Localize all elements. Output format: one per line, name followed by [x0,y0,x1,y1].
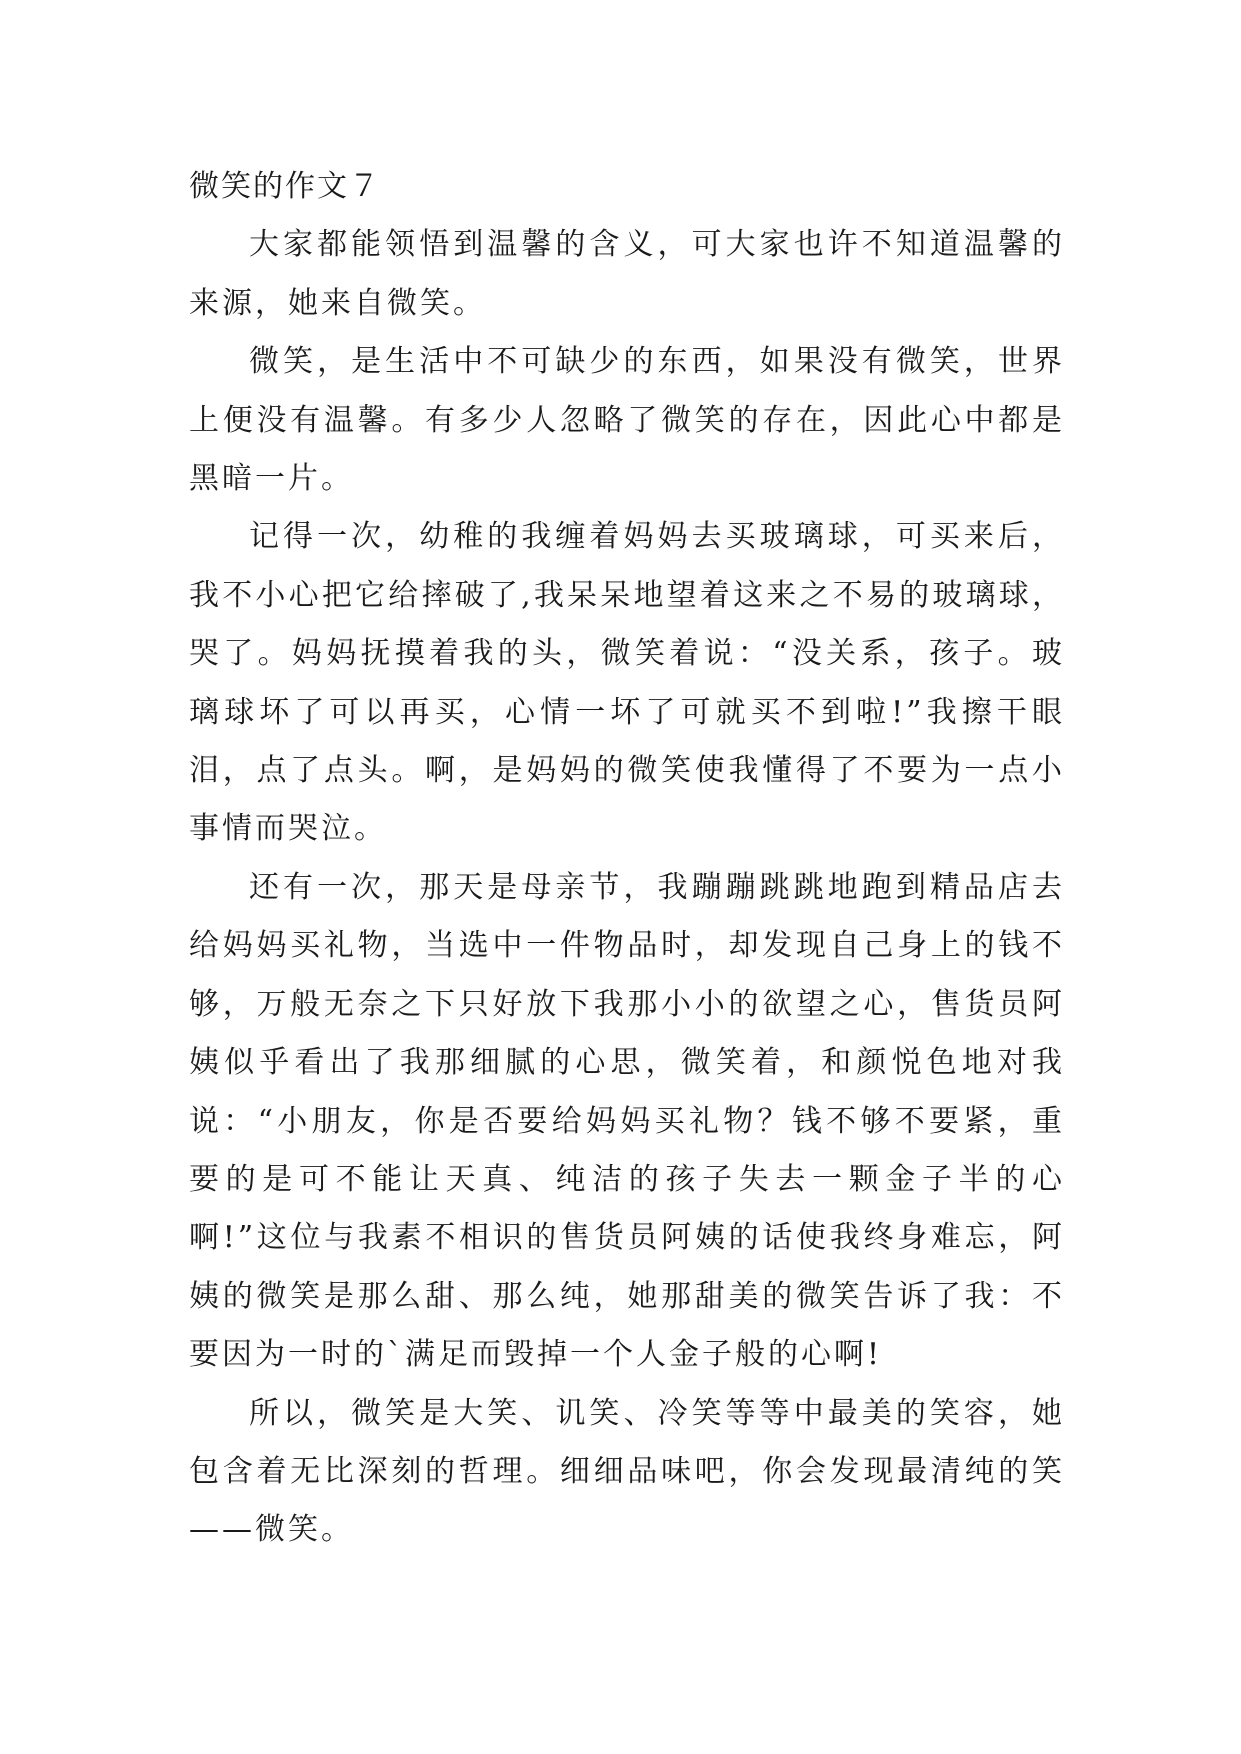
document-title: 微笑的作文７ [189,169,381,204]
paragraph-5: 所以，微笑是大笑、讥笑、冷笑等等中最美的笑容，她包含着无比深刻的哲理。细细品味吧，你会发现最清纯的笑——微笑。 [189,1395,1065,1548]
paragraph-2: 微笑，是生活中不可缺少的东西，如果没有微笑，世界上便没有温馨。有多少人忽略了微笑的存在，因此心中都是黑暗一片。 [189,344,1065,497]
paragraph-4: 还有一次，那天是母亲节，我蹦蹦跳跳地跑到精品店去给妈妈买礼物，当选中一件物品时，却发现自己身上的钱不够，万般无奈之下只好放下我那小小的欲望之心，售货员阿姨似乎看出了我那细腻的心思，微笑着，和颜悦色地对我说：“小朋友，你是否要给妈妈买礼物？钱不够不要紧，重要的是可不能让天真、纯洁的孩子失去一颗金子半的心啊!”这位与我素不相识的售货员阿姨的话使我终身难忘，阿姨的微笑是那么甜、那么纯，她那甜美的微笑告诉了我：不要因为一时的`满足而毁掉一个人金子般的心啊! [189,869,1065,1373]
paragraph-3: 记得一次，幼稚的我缠着妈妈去买玻璃球，可买来后，我不小心把它给摔破了,我呆呆地望着这来之不易的玻璃球，哭了。妈妈抚摸着我的头，微笑着说：“没关系，孩子。玻璃球坏了可以再买，心情一坏了可就买不到啦!”我擦干眼泪，点了点头。啊，是妈妈的微笑使我懂得了不要为一点小事情而哭泣。 [189,519,1065,847]
paragraph-1: 大家都能领悟到温馨的含义，可大家也许不知道温馨的来源，她来自微笑。 [189,227,1065,321]
document-body [189,158,1065,1560]
